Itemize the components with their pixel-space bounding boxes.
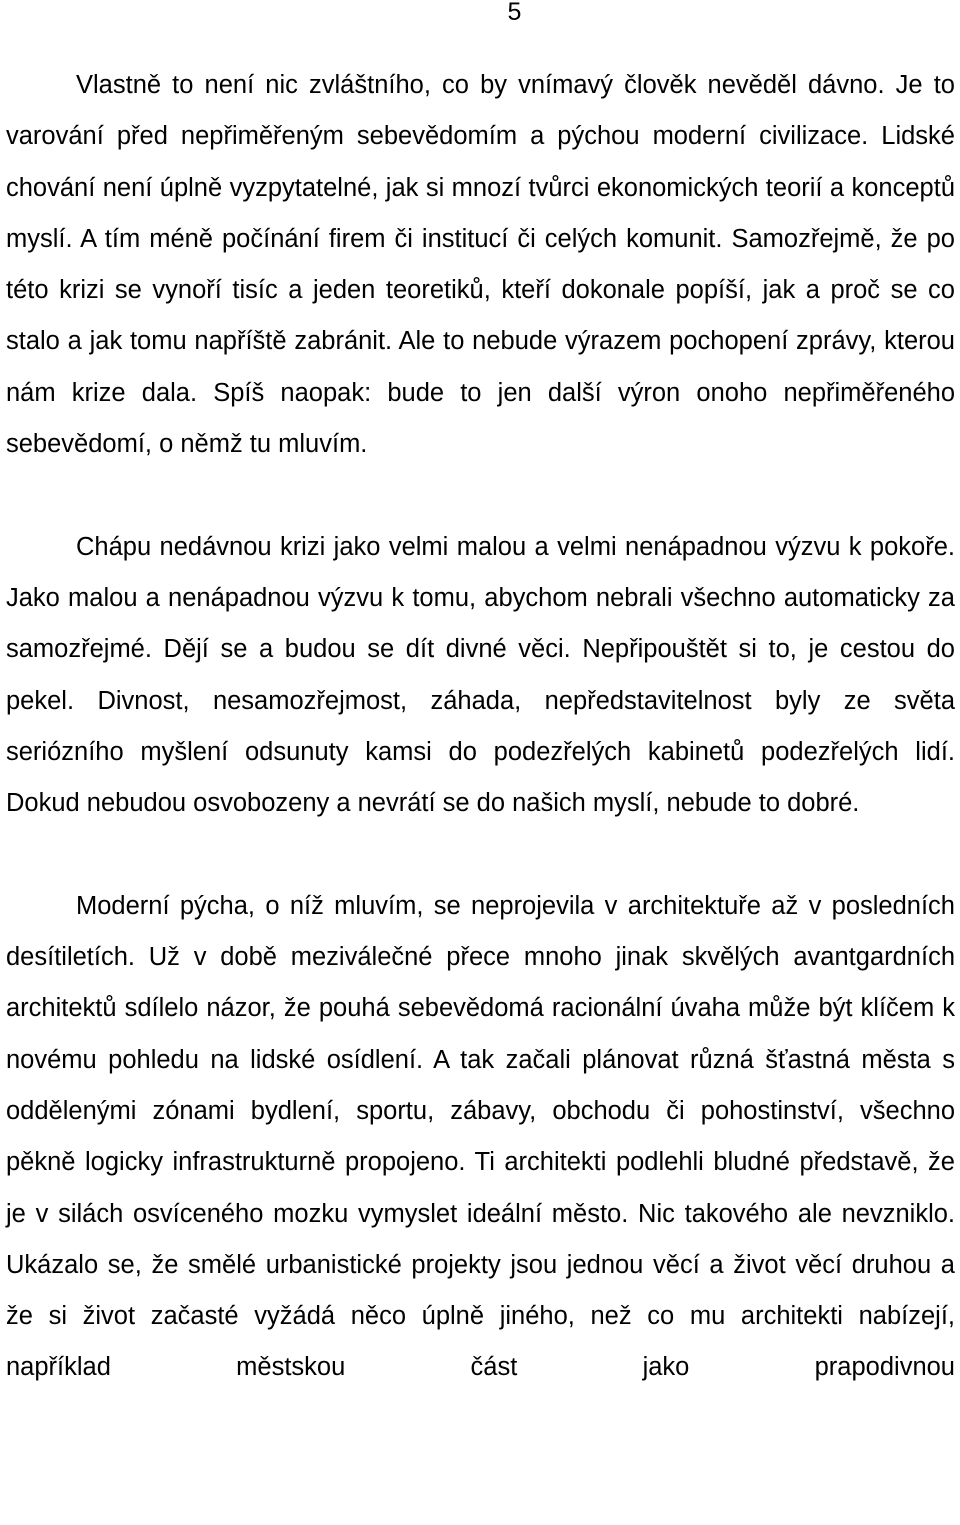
paragraph-1: Vlastně to není nic zvláštního, co by vnímavý člověk nevěděl dávno. Je to varování před nepřiměřeným sebevědomím a pýchou moderní civilizace. Lidské chování není úplně vyzpytatelné, jak si mnozí tvůrci ekonomických teorií a konceptů myslí. A tím méně počínání firem či institucí či celých komunit. Samozřejmě, že po této krizi se vynoří tisíc a jeden teoretiků, kteří dokonale popíší, jak a proč se co stalo a jak tomu napříště zabránit. Ale to nebude výrazem pochopení zprávy, kterou nám krize dala. Spíš naopak: bude to jen další výron onoho nepřiměřeného sebevědomí, o němž tu mluvím. — [6, 71, 955, 459]
paragraph-2: Chápu nedávnou krizi jako velmi malou a velmi nenápadnou výzvu k pokoře. Jako malou a nenápadnou výzvu k tomu, abychom nebrali všechno automaticky za samozřejmé. Dějí se a budou se dít divné věci. Nepřipouštět si to, je cestou do pekel. Divnost, nesamozřejmost, záhada, nepředstavitelnost byly ze světa seriózního myšlení odsunuty kamsi do podezřelých kabinetů podezřelých lidí. Dokud nebudou osvobozeny a nevrátí se do našich myslí, nebude to dobré. — [6, 532, 955, 818]
paragraph-3: Moderní pýcha, o níž mluvím, se neprojevila v architektuře až v posledních desítiletích. Už v době meziválečné přece mnoho jinak skvělých avantgardních architektů sdílelo názor, že pouhá sebevědomá racionální úvaha může být klíčem k novému pohledu na lidské osídlení. A tak začali plánovat různá šťastná města s oddělenými zónami bydlení, sportu, zábavy, obchodu či pohostinství, všechno pěkně logicky infrastrukturně propojeno. Ti architekti podlehli bludné představě, že je v silách osvíceného mozku vymyslet ideální město. Nic takového ale nevzniklo. Ukázalo se, že smělé urbanistické projekty jsou jednou věcí a život věcí druhou a že si život začasté vyžádá něco úplně jiného, než co mu architekti nabízejí, například městskou část jako prapodivnou — [6, 891, 955, 1382]
document-body — [6, 60, 955, 1394]
page-number: 5 — [507, 0, 522, 26]
